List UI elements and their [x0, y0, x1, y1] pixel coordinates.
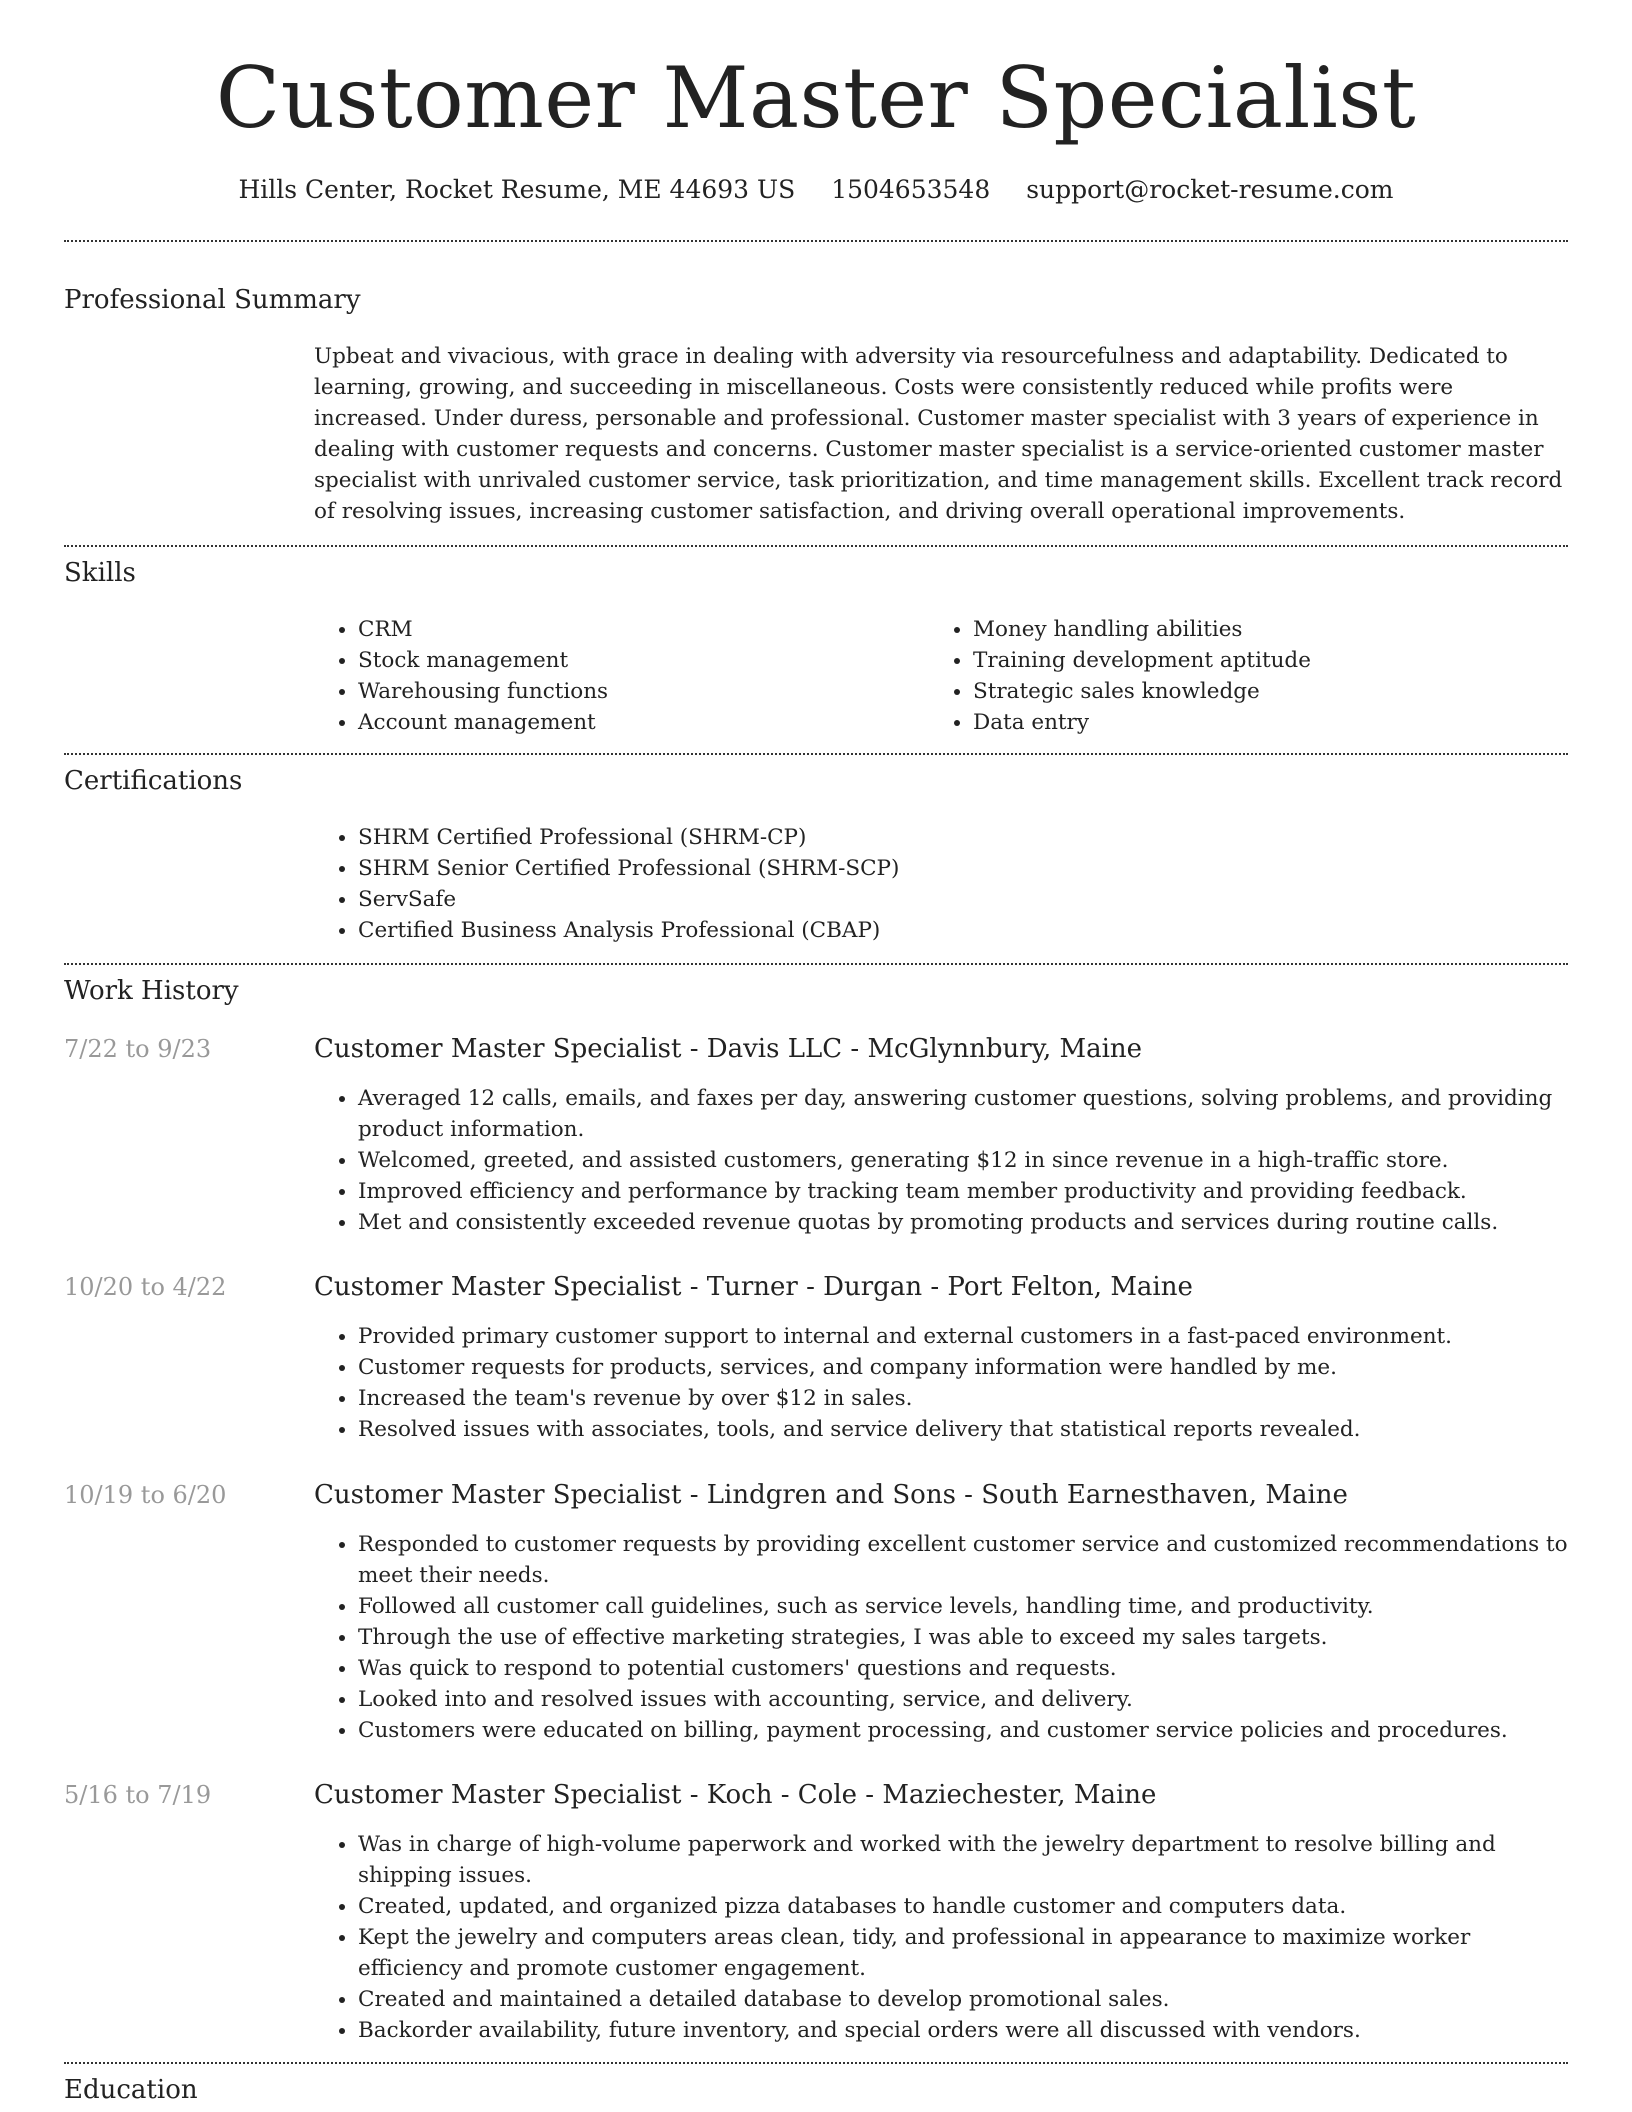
- divider: [64, 2062, 1568, 2064]
- section-title-work-history: Work History: [64, 976, 239, 1006]
- certification-item: • SHRM Certified Professional (SHRM-CP): [358, 822, 1568, 853]
- job-dates: 10/19 to 6/20: [64, 1481, 227, 1509]
- job-title: Customer Master Specialist - Turner - Durgan - Port Felton, Maine: [314, 1272, 1193, 1302]
- skills-block: [314, 614, 1568, 744]
- skill-item: • Stock management: [358, 645, 914, 676]
- job-bullets: [314, 1083, 1568, 1238]
- skill-item: • Account management: [358, 707, 914, 738]
- job-bullet: • Looked into and resolved issues with accounting, service, and delivery.: [358, 1684, 1568, 1715]
- contact-line: [0, 170, 1632, 210]
- job-dates: 10/20 to 4/22: [64, 1273, 227, 1301]
- job-title: Customer Master Specialist - Davis LLC - McGlynnbury, Maine: [314, 1034, 1143, 1064]
- skill-item: • Strategic sales knowledge: [973, 676, 1529, 707]
- job-bullet: • Created and maintained a detailed database to develop promotional sales.: [358, 1984, 1568, 2015]
- certifications-block: [314, 822, 1568, 946]
- job-bullet: • Met and consistently exceeded revenue quotas by promoting products and services during routine calls.: [358, 1207, 1568, 1238]
- skill-item: • Data entry: [973, 707, 1529, 738]
- skill-item: • CRM: [358, 614, 914, 645]
- job-bullet: • Resolved issues with associates, tools, and service delivery that statistical reports revealed.: [358, 1414, 1568, 1445]
- job-bullet: • Improved efficiency and performance by tracking team member productivity and providing feedback.: [358, 1176, 1568, 1207]
- skill-item: • Warehousing functions: [358, 676, 914, 707]
- divider: [64, 753, 1568, 755]
- job-bullet: • Through the use of effective marketing strategies, I was able to exceed my sales targets.: [358, 1622, 1568, 1653]
- job-bullet: • Responded to customer requests by providing excellent customer service and customized recommendations to meet their needs.: [358, 1529, 1568, 1591]
- job-bullet: • Was quick to respond to potential customers' questions and requests.: [358, 1653, 1568, 1684]
- job-bullets: [314, 1321, 1568, 1445]
- job-dates: 7/22 to 9/23: [64, 1035, 212, 1063]
- job-bullet: • Customers were educated on billing, payment processing, and customer service policies and procedures.: [358, 1715, 1568, 1746]
- job-bullet: • Followed all customer call guidelines, such as service levels, handling time, and productivity.: [358, 1591, 1568, 1622]
- job-dates: 5/16 to 7/19: [64, 1781, 212, 1809]
- section-title-skills: Skills: [64, 558, 136, 588]
- section-title-certifications: Certifications: [64, 766, 243, 796]
- candidate-name: Customer Master Specialist: [215, 49, 1417, 147]
- skills-column-left: [314, 614, 914, 738]
- divider: [64, 545, 1568, 547]
- job-bullet: • Was in charge of high-volume paperwork and worked with the jewelry department to resolve billing and shipping issues.: [358, 1829, 1568, 1891]
- contact-email: support@rocket-resume.com: [1026, 175, 1394, 204]
- section-title-summary: Professional Summary: [64, 285, 361, 315]
- job-bullet: • Increased the team's revenue by over $12 in sales.: [358, 1383, 1568, 1414]
- job-bullet: • Welcomed, greeted, and assisted customers, generating $12 in since revenue in a high-traffic store.: [358, 1145, 1568, 1176]
- certification-item: • ServSafe: [358, 884, 1568, 915]
- job-bullet: • Averaged 12 calls, emails, and faxes per day, answering customer questions, solving problems, and providing product information.: [358, 1083, 1568, 1145]
- job-bullets: [314, 1829, 1568, 2046]
- divider: [64, 240, 1568, 242]
- job-title: Customer Master Specialist - Lindgren and Sons - South Earnesthaven, Maine: [314, 1480, 1348, 1510]
- skill-item: • Money handling abilities: [973, 614, 1529, 645]
- certification-item: • SHRM Senior Certified Professional (SHRM-SCP): [358, 853, 1568, 884]
- divider: [64, 963, 1568, 965]
- job-bullet: • Backorder availability, future inventory, and special orders were all discussed with vendors.: [358, 2015, 1568, 2046]
- job-bullet: • Customer requests for products, services, and company information were handled by me.: [358, 1352, 1568, 1383]
- summary-block: [314, 341, 1568, 527]
- skills-column-right: [929, 614, 1529, 738]
- job-bullet: • Provided primary customer support to internal and external customers in a fast-paced environment.: [358, 1321, 1568, 1352]
- job-title: Customer Master Specialist - Koch - Cole - Maziechester, Maine: [314, 1780, 1157, 1810]
- contact-address: Hills Center, Rocket Resume, ME 44693 US: [238, 175, 796, 204]
- job-bullet: • Created, updated, and organized pizza databases to handle customer and computers data.: [358, 1891, 1568, 1922]
- contact-phone: 1504653548: [831, 175, 991, 204]
- job-bullet: • Kept the jewelry and computers areas clean, tidy, and professional in appearance to maximize worker efficiency and promote customer engagement.: [358, 1922, 1568, 1984]
- section-title-education: Education: [64, 2075, 198, 2105]
- certification-item: • Certified Business Analysis Professional (CBAP): [358, 915, 1568, 946]
- summary-text: Upbeat and vivacious, with grace in dealing with adversity via resourcefulness and adaptability. Dedicated to learning, growing, and succeeding in miscellaneous. Costs were consistently reduced while profits were increased. Under duress, personable and professional. Customer master specialist with 3 years of experience in dealing with customer requests and concerns. Customer master specialist is a service-oriented customer master specialist with unrivaled customer service, task prioritization, and time management skills. Excellent track record of resolving issues, increasing customer satisfaction, and driving overall operational improvements.: [314, 344, 1563, 524]
- skill-item: • Training development aptitude: [973, 645, 1529, 676]
- job-bullets: [314, 1529, 1568, 1746]
